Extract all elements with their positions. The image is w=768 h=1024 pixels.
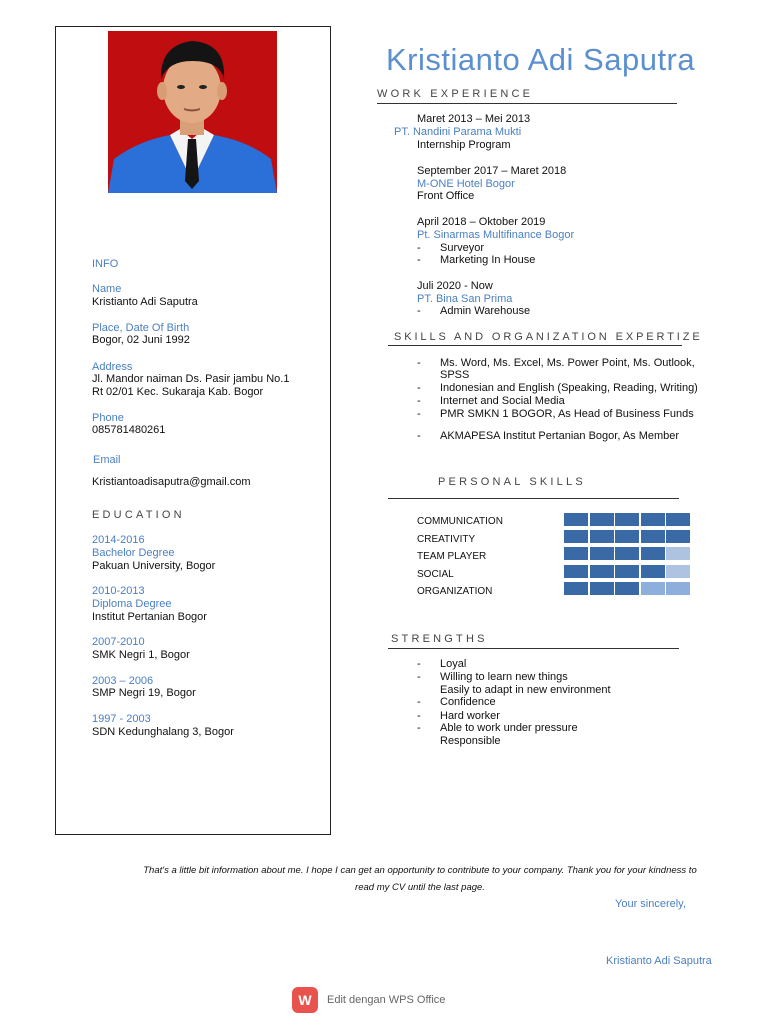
personal-skill-label: SOCIAL bbox=[417, 569, 454, 580]
skill-level-cell bbox=[615, 565, 639, 578]
skill-level-cell bbox=[641, 582, 665, 595]
edu-2-degree: Diploma Degree bbox=[92, 598, 172, 610]
skill-level-cell bbox=[590, 530, 614, 543]
wps-logo-icon: W bbox=[292, 987, 318, 1013]
closing-message-line-1: That's a little bit information about me. I hope I can get an opportunity to contribute to your company. Thank you for your kindness to bbox=[143, 865, 697, 876]
skill-level-cell bbox=[666, 547, 690, 560]
closing-message-line-2: read my CV until the last page. bbox=[355, 882, 485, 893]
edu-2-years: 2010-2013 bbox=[92, 585, 145, 597]
job-3-period: April 2018 – Oktober 2019 bbox=[417, 216, 546, 228]
skill-level-cell bbox=[590, 513, 614, 526]
edu-5-years: 1997 - 2003 bbox=[92, 713, 151, 725]
skill-level-cell bbox=[590, 547, 614, 560]
skill-level-cell bbox=[641, 513, 665, 526]
skill-level-cell bbox=[564, 582, 588, 595]
job-2-company: M-ONE Hotel Bogor bbox=[417, 178, 515, 190]
skill-level-cell bbox=[666, 513, 690, 526]
strengths-divider bbox=[388, 648, 679, 649]
edu-2-school: Institut Pertanian Bogor bbox=[92, 611, 207, 623]
personal-skills-divider bbox=[388, 498, 679, 499]
skill-level-cell bbox=[564, 565, 588, 578]
address-line-2: Rt 02/01 Kec. Sukaraja Kab. Bogor bbox=[92, 386, 264, 398]
personal-skill-label: ORGANIZATION bbox=[417, 586, 493, 597]
name-label: Name bbox=[92, 283, 122, 295]
job-3-company: Pt. Sinarmas Multifinance Bogor bbox=[417, 229, 575, 241]
edu-1-degree: Bachelor Degree bbox=[92, 547, 175, 559]
skill-level-cell bbox=[641, 565, 665, 578]
birth-label: Place, Date Of Birth bbox=[92, 322, 190, 334]
skill-level-cell bbox=[615, 582, 639, 595]
job-4-company: PT. Bina San Prima bbox=[417, 293, 513, 305]
page-title: Kristianto Adi Saputra bbox=[386, 42, 696, 77]
job-2-role: Front Office bbox=[417, 190, 475, 202]
phone-label: Phone bbox=[92, 412, 124, 424]
edu-3-school: SMK Negri 1, Bogor bbox=[92, 649, 190, 661]
address-line-1: Jl. Mandor naiman Ds. Pasir jambu No.1 bbox=[92, 373, 290, 385]
email-label: Email bbox=[93, 454, 121, 466]
edu-1-years: 2014-2016 bbox=[92, 534, 145, 546]
closing-message bbox=[100, 862, 740, 896]
skill-level-cell bbox=[666, 565, 690, 578]
skill-level-cell bbox=[564, 530, 588, 543]
edu-3-years: 2007-2010 bbox=[92, 636, 145, 648]
skill-level-cell bbox=[641, 547, 665, 560]
wps-edit-link[interactable] bbox=[292, 987, 445, 1013]
wps-edit-text: Edit dengan WPS Office bbox=[327, 994, 446, 1006]
job-1-role: Internship Program bbox=[417, 139, 511, 151]
birth-value: Bogor, 02 Juni 1992 bbox=[92, 334, 190, 346]
skills-divider bbox=[388, 345, 682, 346]
name-value: Kristianto Adi Saputra bbox=[92, 296, 198, 308]
work-experience-heading: WORK EXPERIENCE bbox=[377, 88, 534, 100]
edu-5-school: SDN Kedunghalang 3, Bogor bbox=[92, 726, 234, 738]
address-label: Address bbox=[92, 361, 133, 373]
skill-level-cell bbox=[615, 547, 639, 560]
signature-name: Kristianto Adi Saputra bbox=[606, 955, 712, 967]
work-divider bbox=[377, 103, 677, 104]
job-4-period: Juli 2020 - Now bbox=[417, 280, 493, 292]
skill-level-cell bbox=[590, 582, 614, 595]
personal-skills-heading: PERSONAL SKILLS bbox=[438, 476, 586, 488]
skill-level-cell bbox=[641, 530, 665, 543]
edu-1-school: Pakuan University, Bogor bbox=[92, 560, 216, 572]
skill-level-cell bbox=[564, 547, 588, 560]
info-heading: INFO bbox=[92, 258, 119, 270]
email-value: Kristiantoadisaputra@gmail.com bbox=[92, 476, 251, 488]
skill-level-cell bbox=[666, 530, 690, 543]
strengths-heading: STRENGTHS bbox=[391, 633, 488, 645]
skill-level-cell bbox=[666, 582, 690, 595]
phone-value: 085781480261 bbox=[92, 424, 166, 436]
skill-level-cell bbox=[590, 565, 614, 578]
education-heading: EDUCATION bbox=[92, 509, 185, 521]
personal-skill-label: COMMUNICATION bbox=[417, 516, 503, 527]
edu-4-school: SMP Negri 19, Bogor bbox=[92, 687, 196, 699]
edu-4-years: 2003 – 2006 bbox=[92, 675, 154, 687]
personal-skill-label: CREATIVITY bbox=[417, 534, 476, 545]
skills-org-heading: SKILLS AND ORGANIZATION EXPERTIZE bbox=[394, 331, 703, 343]
job-2-period: September 2017 – Maret 2018 bbox=[417, 165, 567, 177]
personal-skill-label: TEAM PLAYER bbox=[417, 551, 487, 562]
closing-salutation: Your sincerely, bbox=[615, 898, 686, 910]
skill-level-cell bbox=[615, 513, 639, 526]
job-1-period: Maret 2013 – Mei 2013 bbox=[417, 113, 531, 125]
profile-photo bbox=[108, 31, 277, 193]
job-1-company: PT. Nandini Parama Mukti bbox=[394, 126, 522, 138]
skill-level-cell bbox=[615, 530, 639, 543]
skill-level-cell bbox=[564, 513, 588, 526]
